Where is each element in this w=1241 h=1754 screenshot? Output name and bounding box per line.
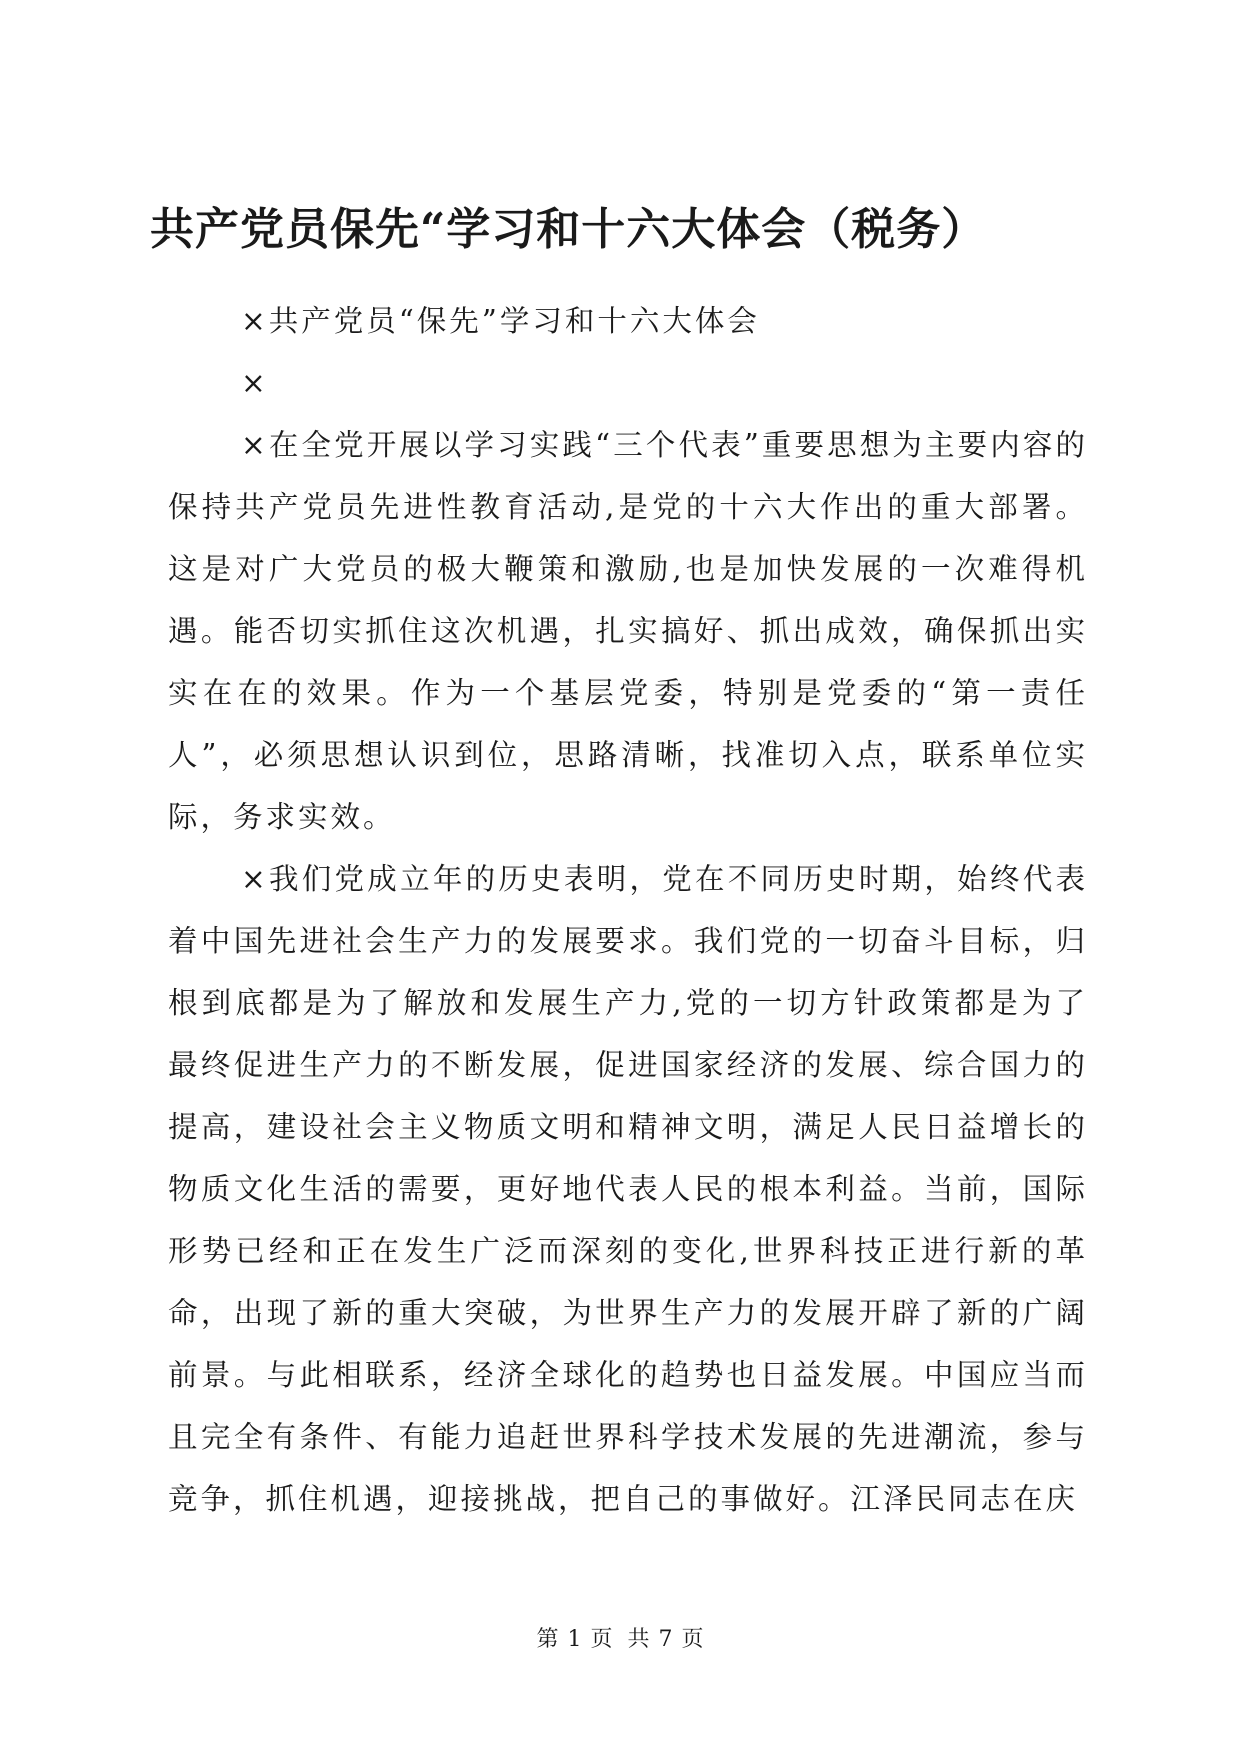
- paragraph-2: ×我们党成立年的历史表明，党在不同历史时期，始终代表着中国先进社会生产力的发展要求。我们党的一切奋斗目标，归根到底都是为了解放和发展生产力,党的一切方针政策都是为了最终促进生产力的不断发展，促进国家经济的发展、综合国力的提高，建设社会主义物质文明和精神文明，满足人民日益增长的物质文化生活的需要，更好地代表人民的根本利益。当前，国际形势已经和正在发生广泛而深刻的变化,世界科技正进行新的革命，出现了新的重大突破，为世界生产力的发展开辟了新的广阔前景。与此相联系，经济全球化的趋势也日益发展。中国应当而且完全有条件、有能力追赶世界科学技术发展的先进潮流，参与竞争，抓住机遇，迎接挑战，把自己的事做好。江泽民同志在庆: [168, 862, 1088, 1516]
- page-total: 共 7 页: [627, 1627, 705, 1652]
- document-title: 共产党员保先“学习和十六大体会（税务）: [150, 204, 987, 255]
- paragraph-1: ×在全党开展以学习实践“三个代表”重要思想为主要内容的保持共产党员先进性教育活动,是党的十六大作出的重大部署。这是对广大党员的极大鞭策和激励,也是加快发展的一次难得机遇。能否切实抓住这次机遇，扎实搞好、抓出成效，确保抓出实实在在的效果。作为一个基层党委，特别是党委的“第一责任人”，必须思想认识到位，思路清晰，找准切入点，联系单位实际，务求实效。: [168, 428, 1088, 834]
- paragraph-marker: ×: [241, 366, 269, 400]
- page-number: 第 1 页: [536, 1627, 614, 1652]
- document-body: [168, 290, 1088, 1530]
- page-footer: [0, 1622, 1241, 1653]
- paragraph-subtitle: ×共产党员“保先”学习和十六大体会: [241, 304, 760, 338]
